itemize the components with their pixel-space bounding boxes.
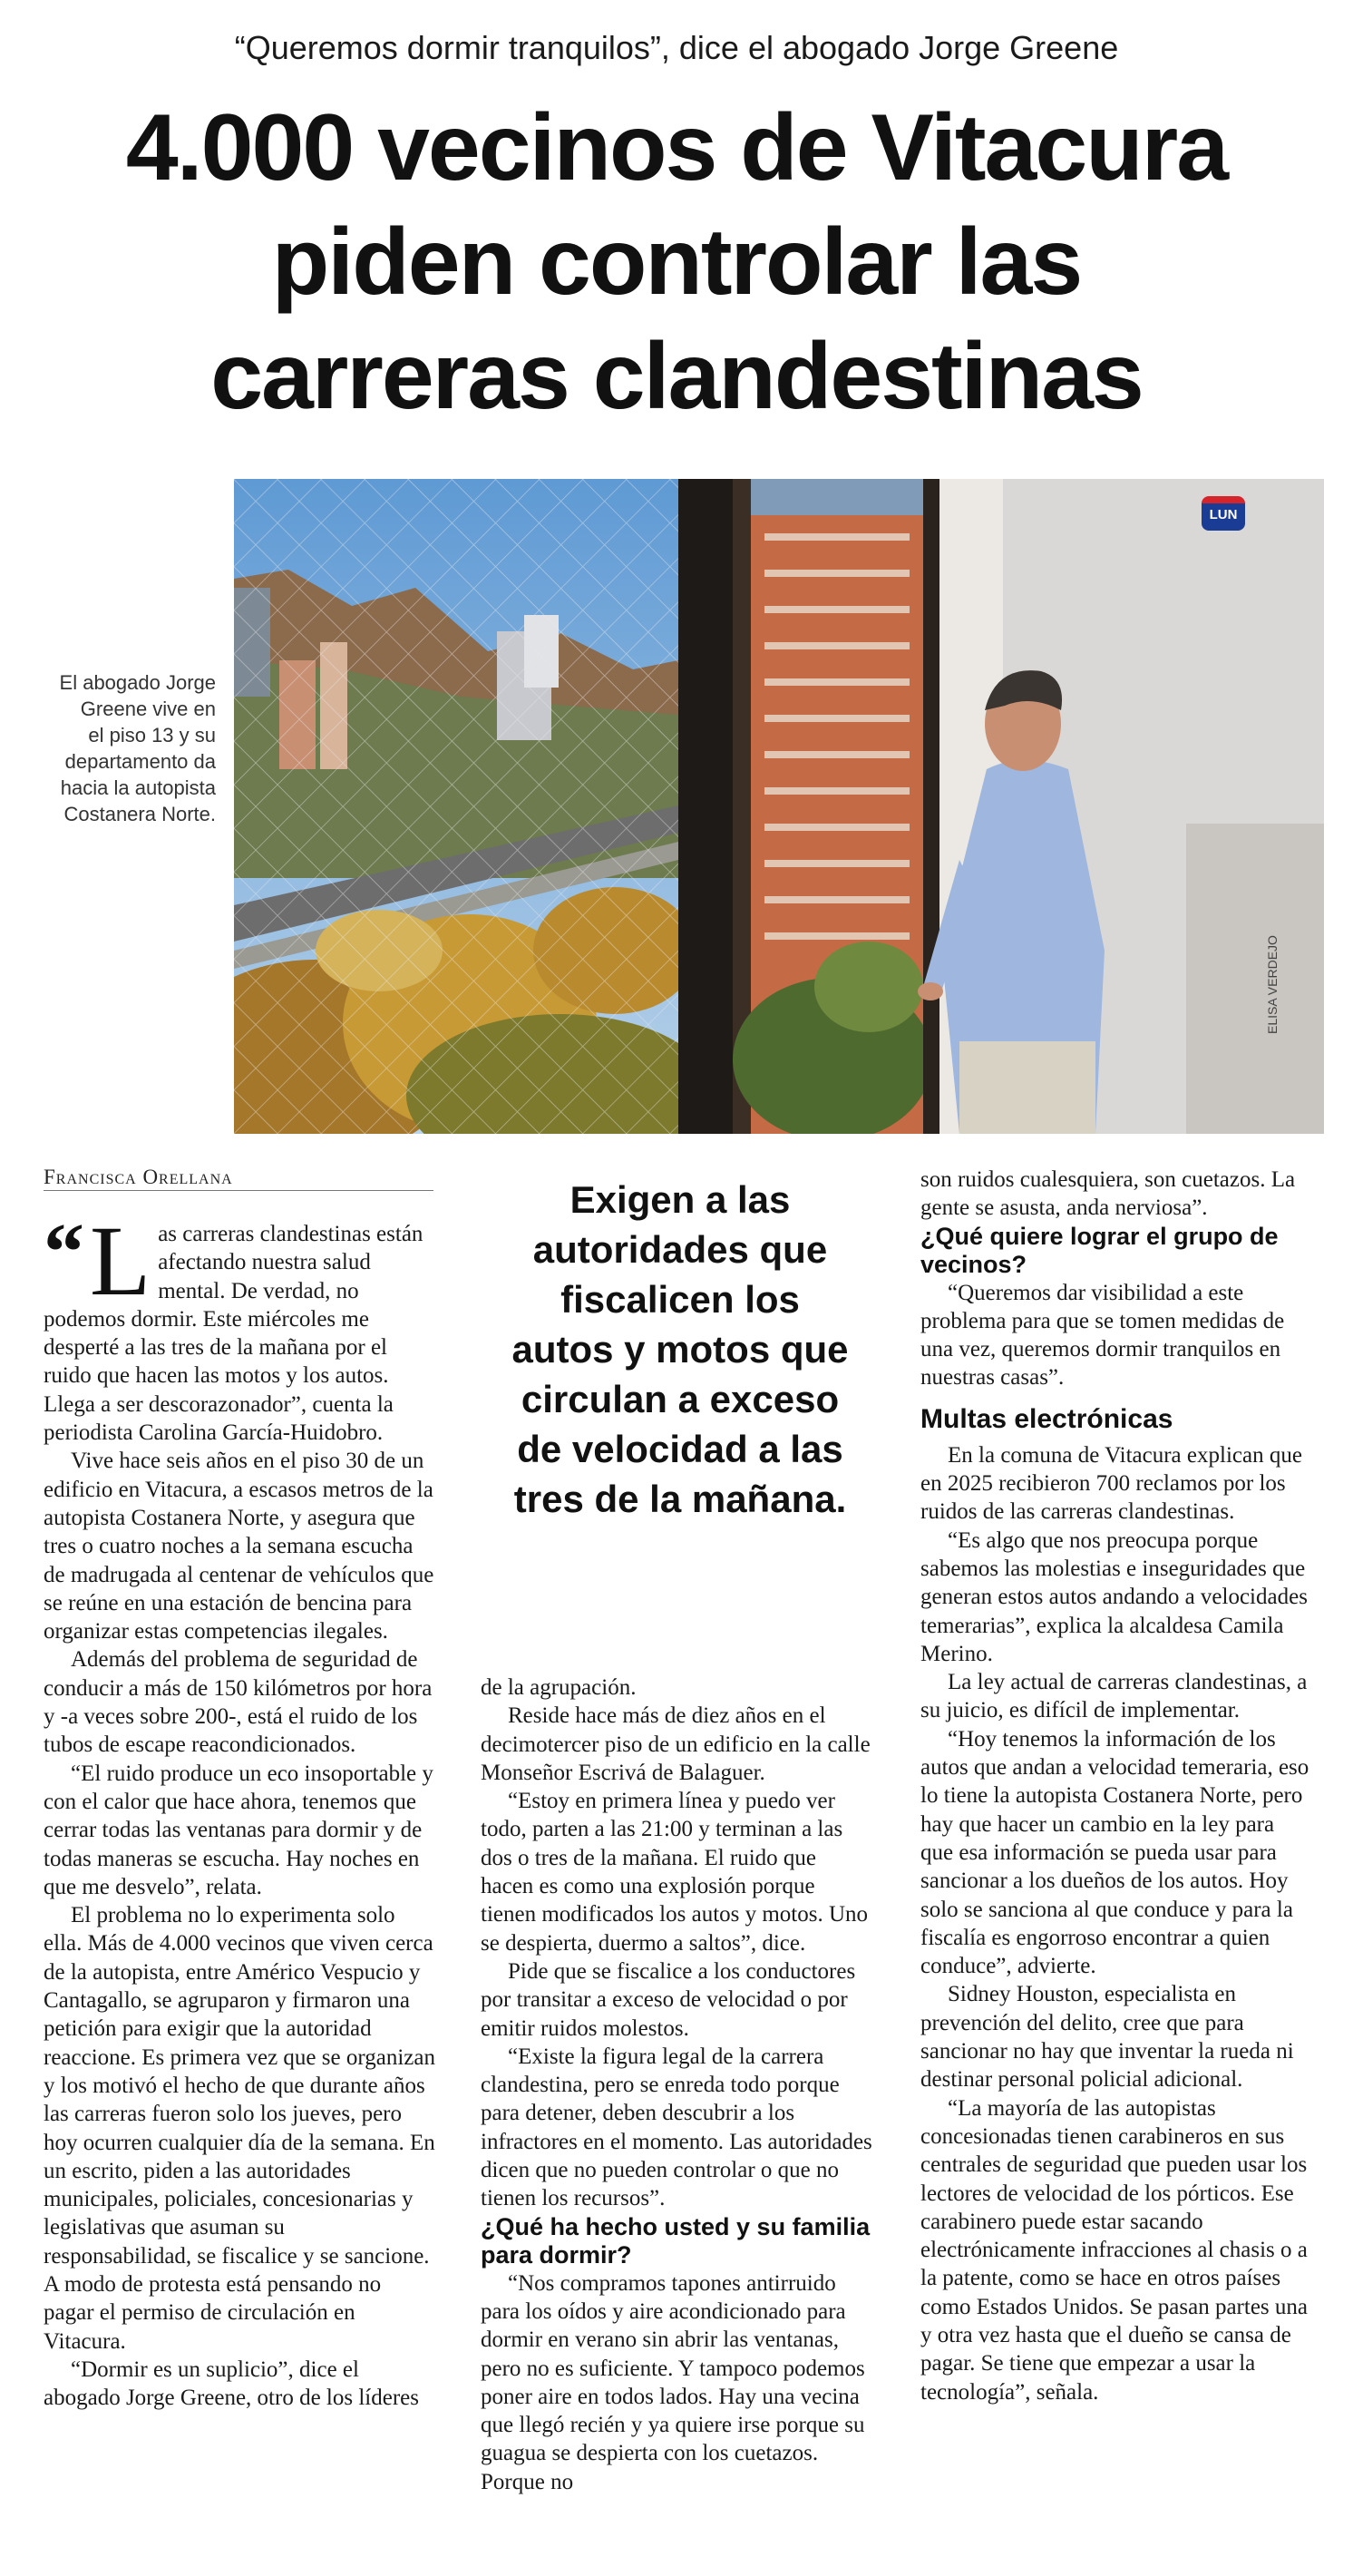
- paragraph: En la comuna de Vitacura explican que en 2025 recibieron 700 reclamos por los ruidos de las carreras clandestinas.: [920, 1442, 1302, 1525]
- paragraph: son ruidos cualesquiera, son cuetazos. La gente se asusta, anda nerviosa”.: [920, 1167, 1296, 1221]
- caption-line: Costanera Norte.: [63, 803, 216, 825]
- paragraph: “El ruido produce un eco insoportable y con el calor que hace ahora, tenemos que cerrar todas las ventanas para dormir y de todas maneras se escucha. Hay noches en que me desvelo”, relata.: [44, 1761, 433, 1899]
- headline-line: carreras clandestinas: [210, 324, 1143, 429]
- photo-credit: ELISA VERDEJO: [1265, 935, 1280, 1034]
- pull-quote-line: autoridades que: [532, 1228, 828, 1271]
- pull-quote-line: tres de la mañana.: [513, 1478, 847, 1520]
- paragraph: “Estoy en primera línea y puedo ver todo, parten a las 21:00 y terminan a las dos o tres de la mañana. El ruido que hacen es como una explosión porque tienen modificados los autos y motos. Uno se despierta, duermo a saltos”, dice.: [481, 1789, 869, 1956]
- paragraph: as carreras clandestinas están afectando nuestra salud mental. De verdad, no podemos dormir. Este miércoles me desperté a las tres de la mañana por el ruido que hacen las motos y los autos. Llega a ser descorazonador”, cuenta la periodista Carolina García-Huidobro.: [44, 1222, 423, 1446]
- pull-quote-line: Exigen a las: [569, 1178, 791, 1221]
- interview-question: ¿Qué ha hecho usted y su familia para dormir?: [481, 2212, 871, 2269]
- news-photo: [234, 479, 1324, 1134]
- pull-quote: [490, 1175, 871, 1524]
- paragraph: “Nos compramos tapones antirruido para los oídos y aire acondicionado para dormir en verano sin abrir las ventanas, pero no es suficiente. Y tampoco podemos poner aire en todos lados. Hay una vecina que llegó recién y ya quiere irse porque su guagua se despierta con los cuetazos. Porque no: [481, 2270, 865, 2494]
- photo-caption: [27, 669, 216, 827]
- article-column-2: [481, 1673, 872, 2496]
- paragraph: de la agrupación.: [481, 1675, 637, 1700]
- paragraph: Vive hace seis años en el piso 30 de un edificio en Vitacura, a escasos metros de la autopista Costanera Norte, y asegura que tres o cuatro noches a la semana escucha de madrugada al centenar de vehículos que se reúne en una estación de bencina para organizar estas competencias ilegales.: [44, 1449, 434, 1644]
- paragraph: “Hoy tenemos la información de los autos que andan a velocidad temeraria, eso lo tiene la autopista Costanera Norte, pero hay que hacer un cambio en la ley para que esa información se pueda usar para sancionar a los dueños de los autos. Hoy solo se sanciona al que conduce y para la fiscalía es engorroso encontrar a quien conduce”, advierte.: [920, 1726, 1309, 1979]
- pull-quote-line: de velocidad a las: [517, 1428, 843, 1470]
- paragraph: “Dormir es un suplicio”, dice el abogado Jorge Greene, otro de los líderes: [44, 2356, 419, 2411]
- caption-line: el piso 13 y su: [88, 724, 216, 746]
- kicker: “Queremos dormir tranquilos”, dice el abogado Jorge Greene: [234, 29, 1119, 66]
- pull-quote-line: autos y motos que: [511, 1328, 849, 1371]
- paragraph: Reside hace más de diez años en el decimotercer piso de un edificio en la calle Monseñor Escrivá de Balaguer.: [481, 1703, 871, 1785]
- subheading: Multas electrónicas: [920, 1403, 1173, 1434]
- paragraph: “Existe la figura legal de la carrera clandestina, pero se enreda todo porque para detener, deben descubrir a los infractores en el momento. Las autoridades dicen que no pueden controlar o que no tienen los recursos”.: [481, 2044, 872, 2211]
- paragraph: La ley actual de carreras clandestinas, a su juicio, es difícil de implementar.: [920, 1670, 1308, 1723]
- drop-cap: L: [90, 1205, 151, 1316]
- caption-line: hacia la autopista: [60, 776, 216, 799]
- paragraph: Pide que se fiscalice a los conductores por transitar a exceso de velocidad o por emitir ruidos molestos.: [481, 1958, 856, 2041]
- headline: [36, 91, 1317, 434]
- interview-question: ¿Qué quiere lograr el grupo de vecinos?: [920, 1222, 1279, 1278]
- paragraph: Además del problema de seguridad de conducir a más de 150 kilómetros por hora y -a veces sobre 200-, está el ruido de los tubos de escape reacondicionados.: [44, 1647, 433, 1758]
- pull-quote-line: circulan a exceso: [521, 1378, 840, 1420]
- paragraph: “Es algo que nos preocupa porque sabemos las molestias e inseguridades que generan estos autos andando a velocidades temerarias”, explica la alcaldesa Camila Merino.: [920, 1527, 1308, 1666]
- caption-line: Greene vive en: [80, 698, 216, 720]
- paragraph: “La mayoría de las autopistas concesionadas tienen carabineros en sus centrales de seguridad que pueden usar los lectores de velocidad de los pórticos. Ese carabinero puede estar sacando electrónicamente infracciones al chasis o a la patente, como se hace en otros países como Estados Unidos. Se pasan partes una y otra vez hasta que el dueño se cansa de pagar. Se tiene que empezar a usar la tecnología”, señala.: [920, 2095, 1309, 2405]
- headline-line: 4.000 vecinos de Vitacura: [125, 95, 1228, 200]
- paragraph: El problema no lo experimenta solo ella. Más de 4.000 vecinos que viven cerca de la autopista, entre Américo Vespucio y Cantagallo, se agruparon y firmaron una petición para exigir que la autoridad reaccione. Es primera vez que se organizan y los motivó el hecho de que durante años las carreras fueron solo los jueves, pero hoy ocurren cualquier día de la semana. En un escrito, piden a las autoridades municipales, policiales, concesionarias y legislativas que asuman su responsabilidad, se fiscalice y se sancione. A modo de protesta está pensando no pagar el permiso de circulación en Vitacura.: [44, 1903, 435, 2354]
- headline-line: piden controlar las: [271, 210, 1082, 315]
- paragraph: “Queremos dar visibilidad a este problema para que se tomen medidas de una vez, queremos dormir tranquilos en nuestras casas”.: [920, 1280, 1285, 1390]
- article-column-1: [44, 1205, 435, 2412]
- caption-line: El abogado Jorge: [59, 671, 216, 694]
- caption-line: departamento da: [64, 750, 216, 773]
- opening-quote-mark: “: [44, 1207, 84, 1297]
- byline-rule: [44, 1190, 433, 1191]
- pull-quote-line: fiscalicen los: [560, 1278, 800, 1321]
- article-column-3: [920, 1166, 1312, 2406]
- byline: Francisca Orellana: [44, 1166, 233, 1188]
- lun-logo: LUN: [1202, 496, 1245, 531]
- paragraph: Sidney Houston, especialista en prevención del delito, cree que para sancionar no hay que inventar la rueda ni destinar personal policial adicional.: [920, 1982, 1294, 2093]
